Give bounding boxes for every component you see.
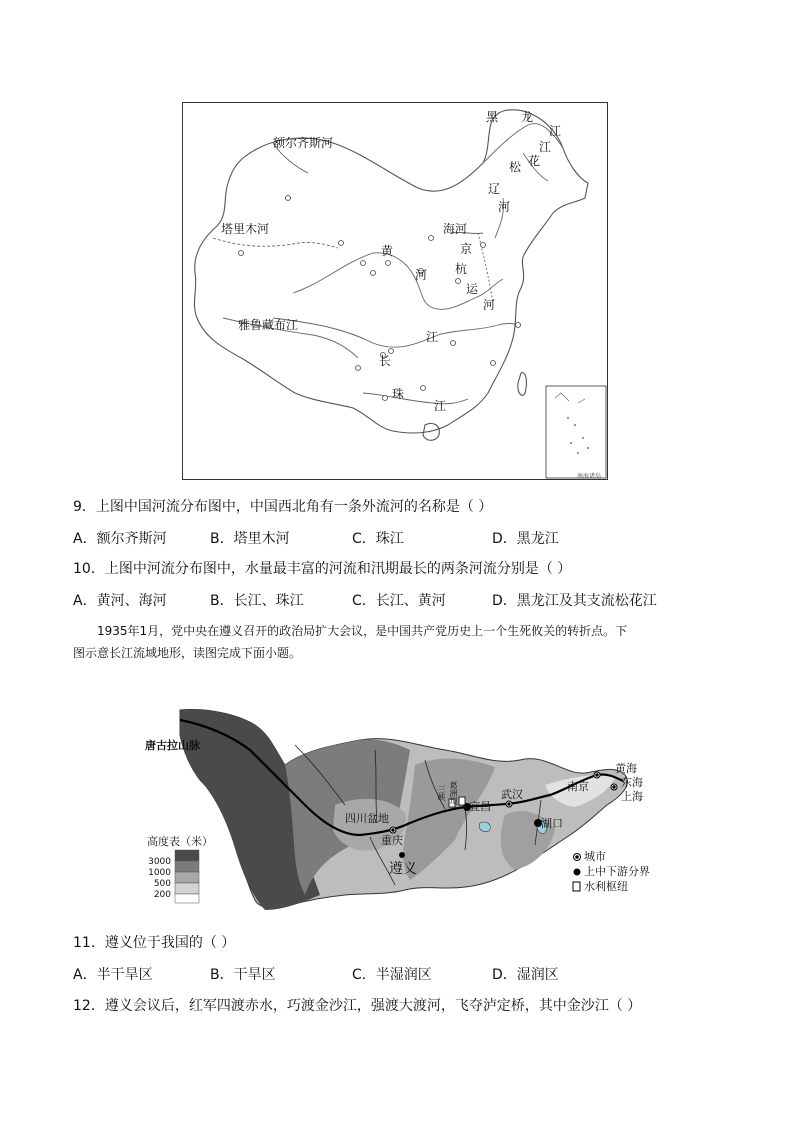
key-dam: 水利枢纽 <box>584 880 628 893</box>
label-huang: 黄 <box>381 244 394 258</box>
label-wuhan: 武汉 <box>501 788 523 801</box>
passage-line-2: 图示意长江流域地形，读图完成下面小题。 <box>73 646 302 660</box>
question-10-stem: 10．上图中河流分布图中，水量最丰富的河流和汛期最长的两条河流分别是（ ） <box>73 561 572 577</box>
label-zunyi: 遵义 <box>389 861 417 877</box>
question-9-stem: 9．上图中国河流分布图中，中国西北角有一条外流河的名称是（ ） <box>73 499 493 515</box>
label-huanghai: 黄海 <box>615 762 637 775</box>
q9-option-c[interactable]: C．珠江 <box>352 531 404 547</box>
label-inset-caption: 南海诸岛 <box>577 473 602 480</box>
q9-option-b[interactable]: B．塔里木河 <box>210 531 290 547</box>
label-tarim: 塔里木河 <box>221 222 270 236</box>
label-tanggula: 唐古拉山脉 <box>145 739 200 752</box>
label-yun: 运 <box>466 282 479 296</box>
question-11-stem: 11．遵义位于我国的（ ） <box>73 935 236 951</box>
label-chongqing: 重庆 <box>381 834 403 847</box>
label-hua: 花 <box>528 154 541 168</box>
passage <box>73 620 723 664</box>
label-erqisi: 额尔齐斯河 <box>273 136 334 150</box>
label-zhu: 珠 <box>392 387 405 401</box>
label-jing: 京 <box>460 242 473 256</box>
label-jiang1: 江 <box>549 124 562 138</box>
yangtze-basin-map <box>145 705 665 920</box>
label-jiang4: 江 <box>434 399 447 413</box>
q11-option-b[interactable]: B．干旱区 <box>210 967 276 983</box>
label-hang: 杭 <box>455 262 468 276</box>
key-city: 城市 <box>584 850 606 863</box>
q10-option-a[interactable]: A．黄河、海河 <box>73 593 167 609</box>
label-liao: 辽 <box>488 182 501 196</box>
label-jiang3: 江 <box>426 330 439 344</box>
legend-level-500: 500 <box>153 879 171 889</box>
legend-level-200: 200 <box>153 890 171 900</box>
q10-option-c[interactable]: C．长江、黄河 <box>352 593 446 609</box>
key-boundary: 上中下游分界 <box>584 865 650 878</box>
label-yichang: 宜昌 <box>469 800 491 813</box>
label-donghai: 东海 <box>621 776 643 789</box>
south-china-sea-inset <box>546 386 606 478</box>
question-12-stem: 12．遵义会议后，红军四渡赤水，巧渡金沙江，强渡大渡河，飞夺泸定桥，其中金沙江（ ） <box>73 998 642 1014</box>
q10-option-d[interactable]: D．黑龙江及其支流松花江 <box>492 593 657 609</box>
q10-option-b[interactable]: B．长江、珠江 <box>210 593 304 609</box>
label-sichuan-basin: 四川盆地 <box>345 812 389 825</box>
china-map-outline <box>183 103 607 479</box>
q9-option-a[interactable]: A．额尔齐斯河 <box>73 531 167 547</box>
passage-line-1: 1935年1月，党中央在遵义召开的政治局扩大会议，是中国共产党历史上一个生死攸关的转折点。下 <box>97 624 628 638</box>
label-song: 松 <box>509 160 522 174</box>
label-haihe: 海河 <box>443 222 468 236</box>
label-he2: 河 <box>483 298 496 312</box>
q11-option-c[interactable]: C．半湿润区 <box>352 967 432 983</box>
q11-option-a[interactable]: A．半干旱区 <box>73 967 153 983</box>
china-river-map <box>182 102 608 480</box>
legend-level-1000: 1000 <box>148 868 171 878</box>
label-sanxia: 三峡 <box>437 785 446 801</box>
label-shanghai: 上海 <box>621 790 643 803</box>
legend-title: 高度表（米） <box>147 835 213 848</box>
label-long: 龙 <box>521 110 534 124</box>
q9-option-d[interactable]: D．黑龙江 <box>492 531 559 547</box>
label-he3: 河 <box>415 268 428 282</box>
label-nanjing: 南京 <box>567 780 589 793</box>
label-gezhouba: 葛洲坝 <box>449 781 458 805</box>
label-chang: 长 <box>379 354 392 368</box>
label-hei: 黑 <box>486 110 499 124</box>
q11-option-d[interactable]: D．湿润区 <box>492 967 559 983</box>
legend-level-3000: 3000 <box>148 857 171 867</box>
label-yarlung: 雅鲁藏布江 <box>238 318 299 332</box>
label-jiang2: 江 <box>539 140 552 154</box>
label-he1: 河 <box>498 200 511 214</box>
label-hukou: 湖口 <box>541 817 563 830</box>
